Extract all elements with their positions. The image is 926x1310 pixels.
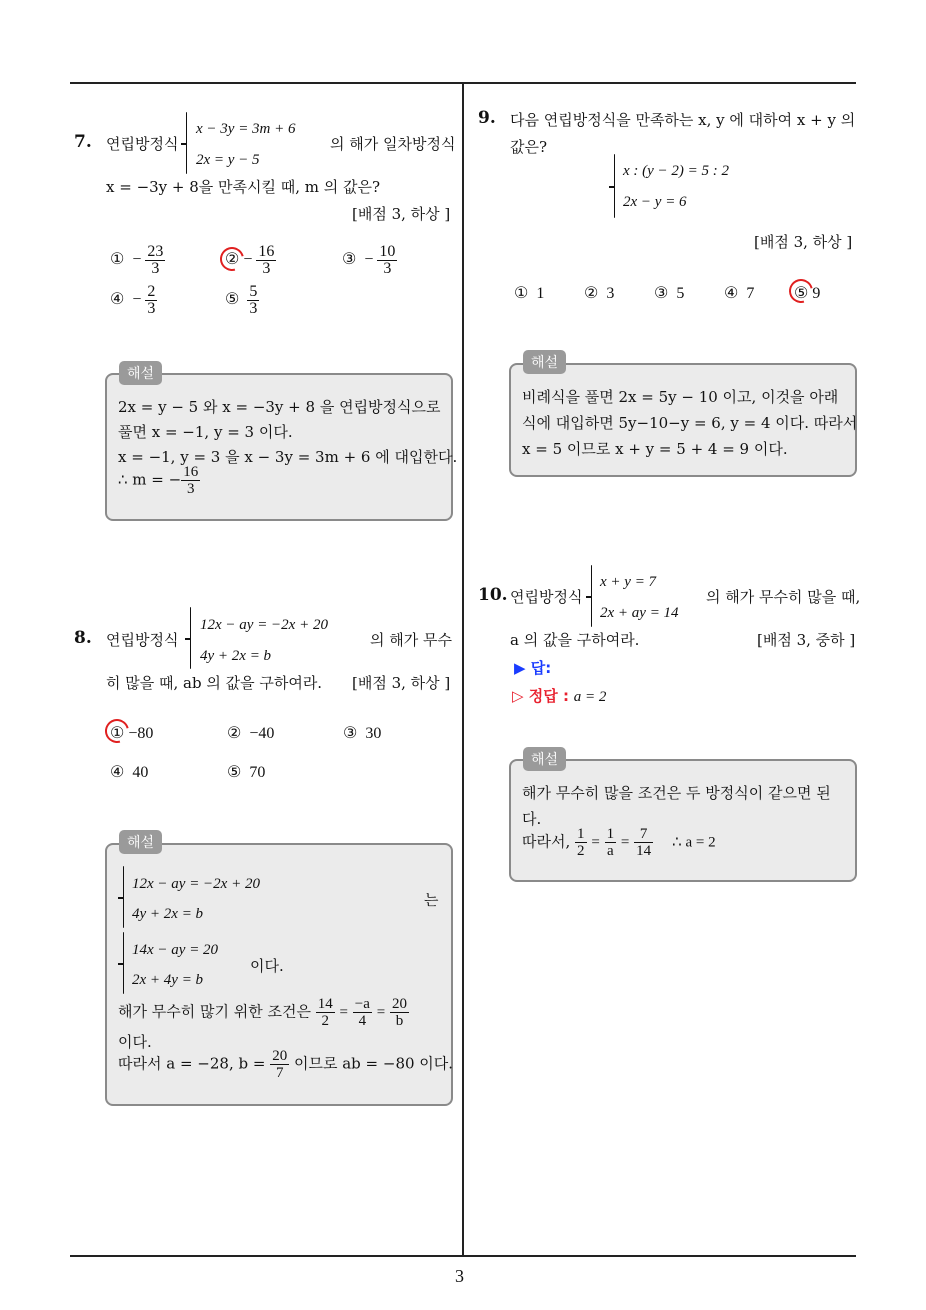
solution-line: 해가 무수히 많기 위한 조건은 $\frac{14}{2}$ = $\frac{-a}{4}$ = $\frac{20}{b}$ (118, 996, 407, 1029)
solution-line: 다. (522, 810, 542, 828)
fraction: $\frac{23}{3}$ (147, 243, 164, 277)
solution-line: x = −1, y = 3 을 x − 3y = 3m + 6 에 대입한다. (118, 448, 458, 466)
system-eq1: x : (y − 2) = 5 : 2 (623, 163, 730, 179)
solution-line: 이다. (118, 1033, 152, 1051)
choice-1[interactable]: ① − $\frac{23}{3}$ (110, 243, 164, 277)
solution-line: 풀면 x = −1, y = 3 이다. (118, 423, 293, 441)
choice-label: ③ (342, 251, 357, 269)
choice-label: ④ (110, 764, 125, 781)
question-number: 7. (74, 132, 92, 152)
fraction: $\frac{16}{3}$ (258, 243, 275, 277)
correct-answer-value: a = 2 (573, 689, 607, 705)
system-brace (123, 866, 124, 928)
choice-4[interactable]: ④ − $\frac{2}{3}$ (110, 283, 156, 317)
system-eq2: 2x = y − 5 (196, 152, 260, 168)
choice-label: ① (514, 285, 529, 302)
solution-line: 식에 대입하면 5y−10−y = 6, y = 4 이다. 따라서 (522, 414, 858, 432)
choice-label: ① (110, 725, 125, 742)
choice-5[interactable] (225, 284, 259, 317)
fraction: $\frac{14}{2}$ (317, 996, 333, 1029)
solution-text: 이다. (250, 957, 284, 975)
correct-answer-label: ▷ 정답 : (512, 687, 569, 705)
question-prefix: 연립방정식 (510, 588, 583, 606)
question-prefix: 연립방정식 (106, 631, 179, 649)
system-eq2: 4y + 2x = b (132, 906, 204, 922)
choice-5[interactable]: ⑤ 70 (227, 764, 266, 781)
question-suffix: 의 해가 일차방정식 (330, 135, 456, 153)
choice-3[interactable]: ③ 5 (654, 285, 685, 302)
solution-tag: 해설 (523, 747, 566, 771)
choice-2[interactable]: ② − $\frac{16}{3}$ (225, 243, 275, 277)
question-suffix: 의 해가 무수 (370, 631, 452, 649)
system-eq2: 4y + 2x = b (200, 648, 272, 664)
choice-label: ⑤ (225, 291, 240, 309)
choice-4[interactable]: ④ 7 (724, 285, 755, 302)
choice-label: ② (227, 725, 242, 742)
solution-text: 는 (424, 891, 439, 909)
question-line2: 값은? (510, 138, 548, 156)
solution-line: 해가 무수히 많을 조건은 두 방정식이 같으면 된 (522, 784, 831, 802)
solution-tag: 해설 (523, 350, 566, 374)
system-eq1: 14x − ay = 20 (132, 942, 219, 958)
system-eq2: 2x − y = 6 (623, 194, 687, 210)
bottom-rule (70, 1255, 856, 1257)
column-divider (462, 83, 464, 1256)
system-eq2: 2x + 4y = b (132, 972, 204, 988)
fraction: $\frac{7}{14}$ (636, 826, 652, 859)
choice-label: ① (110, 251, 125, 269)
system-eq2: 2x + ay = 14 (600, 605, 679, 621)
question-line2: x = −3y + 8을 만족시킬 때, m 의 값은? (106, 178, 381, 196)
score-meta: [배점 3, 중하 ] (757, 631, 856, 649)
fraction: $\frac{20}{b}$ (391, 996, 407, 1029)
answer-label: ▶ 답: (514, 659, 552, 677)
fraction: $\frac{16}{3}$ (183, 464, 199, 497)
question-number: 8. (74, 628, 92, 648)
solution-line: ∴ m = − $\frac{16}{3}$ (118, 464, 199, 497)
choice-label: ③ (654, 285, 669, 302)
choice-label: ② (225, 251, 240, 269)
solution-line: 따라서, $\frac{1}{2}$ = $\frac{1}{a}$ = $\frac{7}{14}$ ∴ a = 2 (522, 826, 716, 859)
score-meta: [배점 3, 하상 ] (352, 205, 451, 223)
choice-4[interactable]: ④ 40 (110, 764, 149, 781)
system-brace (123, 932, 124, 994)
score-meta: [배점 3, 하상 ] (754, 233, 853, 251)
choice-5[interactable]: ⑤ 9 (794, 285, 821, 302)
question-line2: 히 많을 때, ab 의 값을 구하여라. (106, 674, 323, 692)
system-eq1: 12x − ay = −2x + 20 (200, 617, 328, 633)
fraction: $\frac{20}{7}$ (272, 1048, 288, 1081)
fraction: $\frac{10}{3}$ (379, 243, 396, 277)
fraction: $\frac{1}{a}$ (606, 826, 615, 859)
question-number: 10. (478, 585, 508, 605)
fraction: $\frac{5}{3}$ (249, 283, 258, 317)
solution-line: 비례식을 풀면 2x = 5y − 10 이고, 이것을 아래 (522, 388, 839, 406)
question-number: 9. (478, 108, 496, 128)
answer-line (512, 685, 606, 706)
choice-1[interactable]: ① −80 (110, 725, 154, 742)
system-brace (591, 565, 592, 627)
solution-line: x = 5 이므로 x + y = 5 + 4 = 9 이다. (522, 440, 788, 458)
choice-label: ④ (724, 285, 739, 302)
system-brace (190, 607, 191, 669)
choice-label: ③ (343, 725, 358, 742)
choice-label: ⑤ (794, 285, 809, 302)
choice-label: ④ (110, 291, 125, 309)
fraction: $\frac{1}{2}$ (577, 826, 585, 859)
choice-label: ② (584, 285, 599, 302)
choice-2[interactable]: ② 3 (584, 285, 615, 302)
fraction: $\frac{2}{3}$ (147, 283, 156, 317)
solution-line: 2x = y − 5 와 x = −3y + 8 을 연립방정식으로 (118, 398, 441, 416)
page-number: 3 (455, 1266, 464, 1286)
question-suffix: 의 해가 무수히 많을 때, (706, 588, 861, 606)
choice-1[interactable]: ① 1 (514, 285, 545, 302)
solution-tag: 해설 (119, 830, 162, 854)
solution-tag: 해설 (119, 361, 162, 385)
solution-line: 따라서 a = −28, b = $\frac{20}{7}$ 이므로 ab = −80 이다. (118, 1048, 454, 1081)
system-eq1: x + y = 7 (600, 574, 657, 590)
choice-2[interactable]: ② −40 (227, 725, 275, 742)
system-eq1: x − 3y = 3m + 6 (196, 121, 296, 137)
choice-label: ⑤ (227, 764, 242, 781)
choice-3[interactable]: ③ 30 (343, 725, 382, 742)
solution-box (509, 759, 857, 882)
system-eq1: 12x − ay = −2x + 20 (132, 876, 260, 892)
choice-3[interactable]: ③ − $\frac{10}{3}$ (342, 243, 396, 277)
question-prefix: 연립방정식 (106, 135, 179, 153)
system-brace (186, 112, 187, 174)
fraction: $\frac{-a}{4}$ (354, 996, 370, 1029)
question-line1: 다음 연립방정식을 만족하는 x, y 에 대하여 x + y 의 (510, 111, 856, 129)
question-line2: a 의 값을 구하여라. (510, 631, 640, 649)
system-brace (614, 154, 615, 218)
score-meta: [배점 3, 하상 ] (352, 674, 451, 692)
